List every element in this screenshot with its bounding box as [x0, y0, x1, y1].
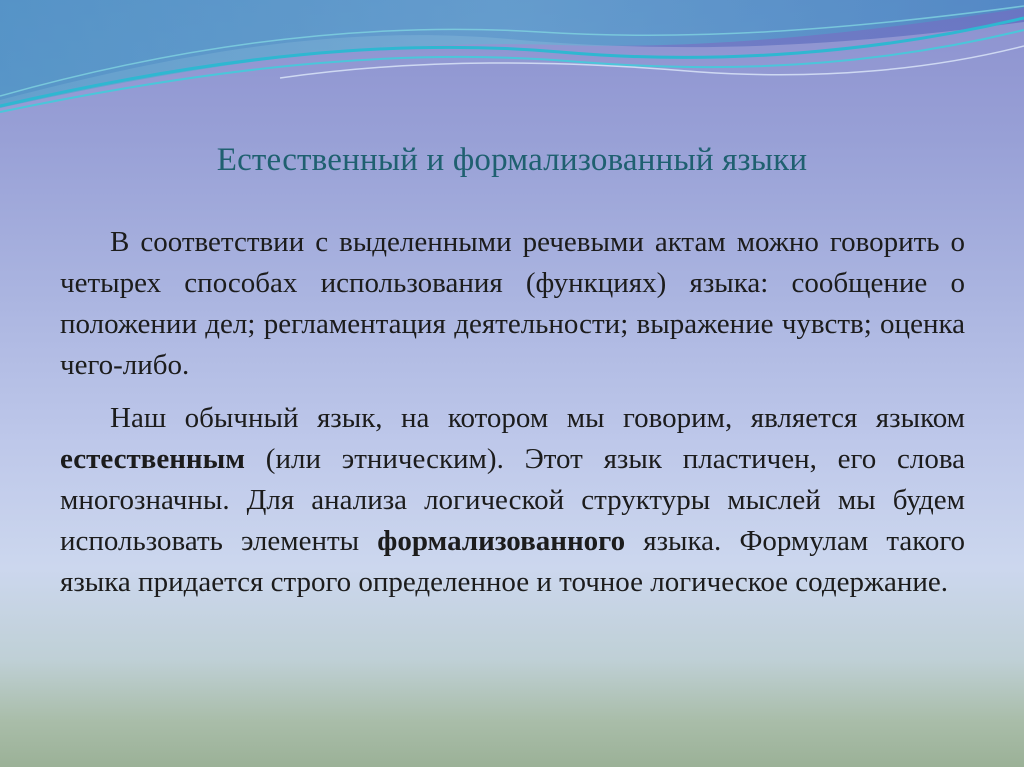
paragraph-text: языка. Формулам такого языка придается строго определенное и точное логическое содержание. [60, 525, 966, 598]
term-natural: естественным [60, 443, 246, 475]
paragraph-text: Наш обычный язык, на котором мы говорим, является языком [110, 402, 965, 434]
paragraph-natural-language [60, 398, 965, 603]
paragraph-text: (или этническим). Этот язык пластичен, его слова многозначны. Для анализа логической структуры мыслей мы будем использовать элементы [60, 443, 965, 557]
decorative-wave-header [0, 0, 1024, 120]
paragraph-speech-acts: В соответствии с выделенными речевыми актам можно говорить о четырех способах использования (функциях) языка: сообщение о положении дел; регламентация деятельности; выражение чувств; оценка чего-либо. [60, 226, 965, 381]
wave-band-teal [0, 0, 1024, 108]
slide-body [60, 222, 965, 603]
wave-line-4 [280, 46, 1024, 78]
slide-title: Естественный и формализованный языки [216, 142, 808, 178]
term-formalized: формализованного [377, 525, 626, 557]
